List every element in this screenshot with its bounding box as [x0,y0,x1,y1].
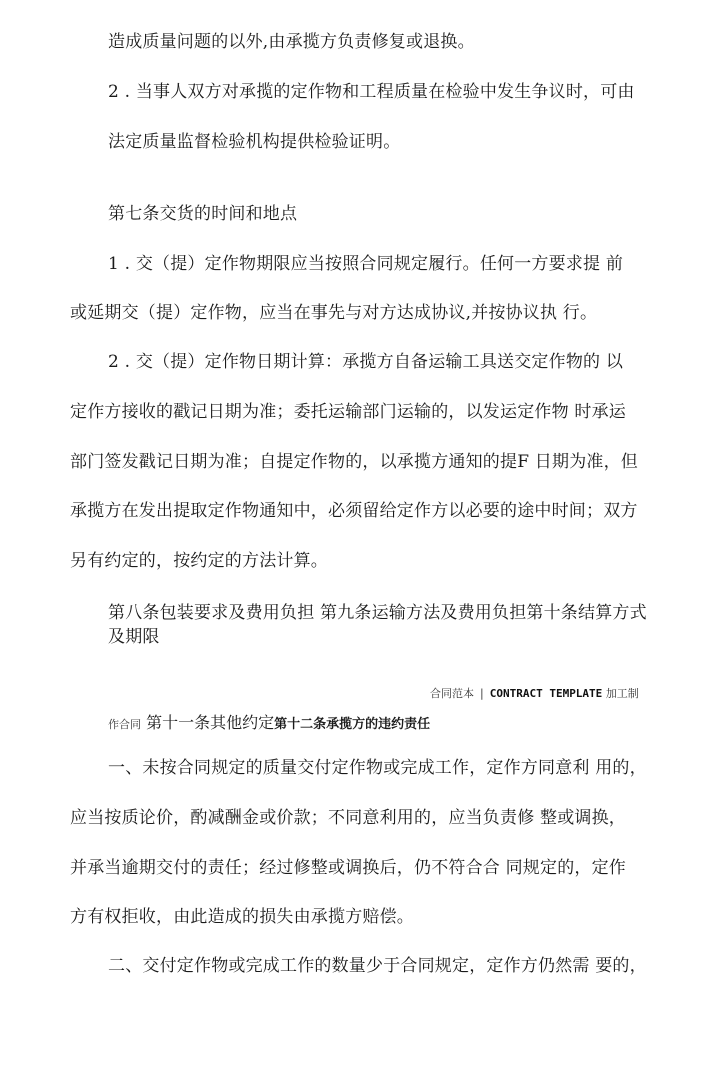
article-11-heading: 第十一条其他约定 [146,713,275,732]
text-line-7: 2 . 交（提）定作物日期计算：承揽方自备运输工具送交定作物的 以 [108,352,624,372]
text-line-1: 造成质量问题的以外,由承揽方负责修复或退换。 [108,32,475,52]
text-line-after-1: 一、未按合同规定的质量交付定作物或完成工作，定作方同意利 用的， [108,758,647,778]
article-7-heading: 第七条交货的时间和地点 [108,204,298,224]
text-line-9: 部门签发戳记日期为准；自提定作物的，以承揽方通知的提F 日期为准，但 [70,452,638,472]
header-label: 合同范本 [430,687,474,700]
text-line-after-3: 并承当逾期交付的责任；经过修整或调换后，仍不符合合 同规定的，定作 [70,858,627,878]
text-line-6: 或延期交（提）定作物，应当在事先与对方达成协议,并按协议执 行。 [70,303,598,323]
text-line-10: 承揽方在发出提取定作物通知中，必须留给定作方以必要的途中时间；双方 [70,501,638,521]
text-line-8: 定作方接收的戳记日期为准；委托运输部门运输的，以发运定作物 时承运 [70,402,627,422]
header-right: 加工制 [605,687,639,700]
running-header [430,687,639,701]
articles-8-10: 第八条包装要求及费用负担 第九条运输方法及费用负担第十条结算方式及期限 [108,603,647,647]
text-line-5: 1 . 交（提）定作物期限应当按照合同规定履行。任何一方要求提 前 [108,254,624,274]
text-line-3: 法定质量监督检验机构提供检验证明。 [108,132,401,152]
header-separator: | [480,687,484,700]
header-continuation: 作合同 [108,718,141,731]
articles-11-12-line [108,710,430,733]
text-line-11: 另有约定的，按约定的方法计算。 [70,551,328,571]
text-line-after-2: 应当按质论价，酌减酬金或价款；不同意利用的，应当负责修 整或调换， [70,808,627,828]
text-line-after-4: 方有权拒收，由此造成的损失由承揽方赔偿。 [70,907,414,927]
text-line-after-5: 二、交付定作物或完成工作的数量少于合同规定，定作方仍然需 要的， [108,956,647,976]
article-12-heading: 第十二条承揽方的违约责任 [274,717,431,732]
header-english: CONTRACT TEMPLATE [489,687,603,700]
text-line-2: 2 . 当事人双方对承揽的定作物和工程质量在检验中发生争议时，可由 [108,82,635,102]
